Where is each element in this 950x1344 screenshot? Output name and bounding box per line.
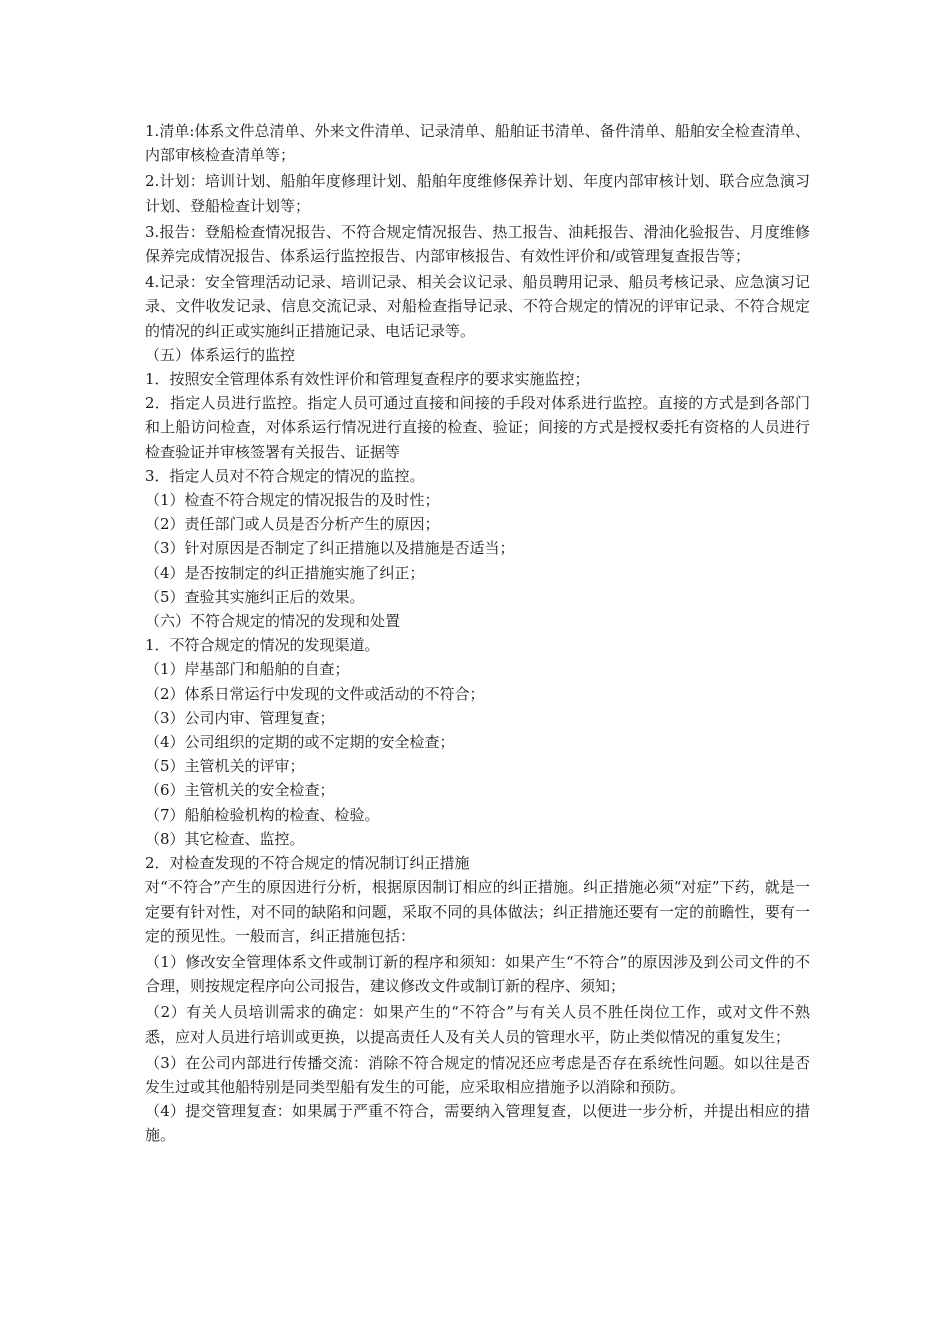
list-item: （4）公司组织的定期的或不定期的安全检查； <box>145 733 455 752</box>
paragraph-reports: 3.报告：登船检查情况报告、不符合规定情况报告、热工报告、油耗报告、滑油化验报告、月度维修保养完成情况报告、体系运行监控报告、内部审核报告、有效性评价和/或管理复查报告等； <box>145 222 810 266</box>
section-heading-nonconformity: （六）不符合规定的情况的发现和处置 <box>145 612 401 631</box>
list-item: （4）是否按制定的纠正措施实施了纠正； <box>145 563 425 582</box>
section-heading-monitoring: （五）体系运行的监控 <box>145 345 296 364</box>
list-item: （8）其它检查、监控。 <box>145 829 305 848</box>
paragraph: 2．对检查发现的不符合规定的情况制订纠正措施 <box>145 854 470 873</box>
list-item: （3）在公司内部进行传播交流：消除不符合规定的情况还应考虑是否存在系统性问题。如以往是否发生过或其他船特别是同类型船有发生的可能，应采取相应措施予以消除和预防。 <box>145 1053 810 1096</box>
list-item: （1）岸基部门和船舶的自查； <box>145 660 350 679</box>
paragraph: 对“不符合”产生的原因进行分析，根据原因制订相应的纠正措施。纠正措施必须“对症”下药，就是一定要有针对性，对不同的缺陷和问题，采取不同的具体做法；纠正措施还要有一定的前瞻性，要有一定的预见性。一般而言，纠正措施包括： <box>145 878 810 945</box>
list-item: （1）检查不符合规定的情况报告的及时性； <box>145 491 440 510</box>
paragraph: 1．按照安全管理体系有效性评价和管理复查程序的要求实施监控； <box>145 370 590 389</box>
list-item: （2）体系日常运行中发现的文件或活动的不符合； <box>145 684 485 703</box>
paragraph-records: 4.记录：安全管理活动记录、培训记录、相关会议记录、船员聘用记录、船员考核记录、应急演习记录、文件收发记录、信息交流记录、对船检查指导记录、不符合规定的情况的评审记录、不符合规定的情况的纠正或实施纠正措施记录、电话记录等。 <box>145 273 810 340</box>
list-item: （5）主管机关的评审； <box>145 757 305 776</box>
paragraph: 1．不符合规定的情况的发现渠道。 <box>145 636 380 655</box>
paragraph-plans: 2.计划：培训计划、船舶年度修理计划、船舶年度维修保养计划、年度内部审核计划、联合应急演习计划、登船检查计划等； <box>145 172 810 215</box>
list-item: （1）修改安全管理体系文件或制订新的程序和须知：如果产生“不符合”的原因涉及到公司文件的不合理，则按规定程序向公司报告，建议修改文件或制订新的程序、须知； <box>145 952 810 996</box>
document-body <box>145 117 810 1148</box>
paragraph-list-inventory: 1.清单:体系文件总清单、外来文件清单、记录清单、船舶证书清单、备件清单、船舶安全检查清单、内部审核检查清单等； <box>145 122 810 165</box>
list-item: （2）责任部门或人员是否分析产生的原因； <box>145 515 440 534</box>
paragraph: 3．指定人员对不符合规定的情况的监控。 <box>145 466 425 485</box>
list-item: （3）针对原因是否制定了纠正措施以及措施是否适当； <box>145 539 515 558</box>
paragraph: 2．指定人员进行监控。指定人员可通过直接和间接的手段对体系进行监控。直接的方式是到各部门和上船访问检查，对体系运行情况进行直接的检查、验证；间接的方式是授权委托有资格的人员进行检查验证并审核签署有关报告、证据等 <box>145 394 810 461</box>
list-item: （3）公司内审、管理复查； <box>145 708 335 727</box>
list-item: （5）查验其实施纠正后的效果。 <box>145 587 365 606</box>
list-item: （7）船舶检验机构的检查、检验。 <box>145 805 380 824</box>
list-item: （2）有关人员培训需求的确定：如果产生的“不符合”与有关人员不胜任岗位工作，或对文件不熟悉，应对人员进行培训或更换，以提高责任人及有关人员的管理水平，防止类似情况的重复发生； <box>145 1003 810 1046</box>
list-item: （6）主管机关的安全检查； <box>145 781 335 800</box>
list-item: （4）提交管理复查：如果属于严重不符合，需要纳入管理复查，以便进一步分析，并提出相应的措施。 <box>145 1102 810 1145</box>
